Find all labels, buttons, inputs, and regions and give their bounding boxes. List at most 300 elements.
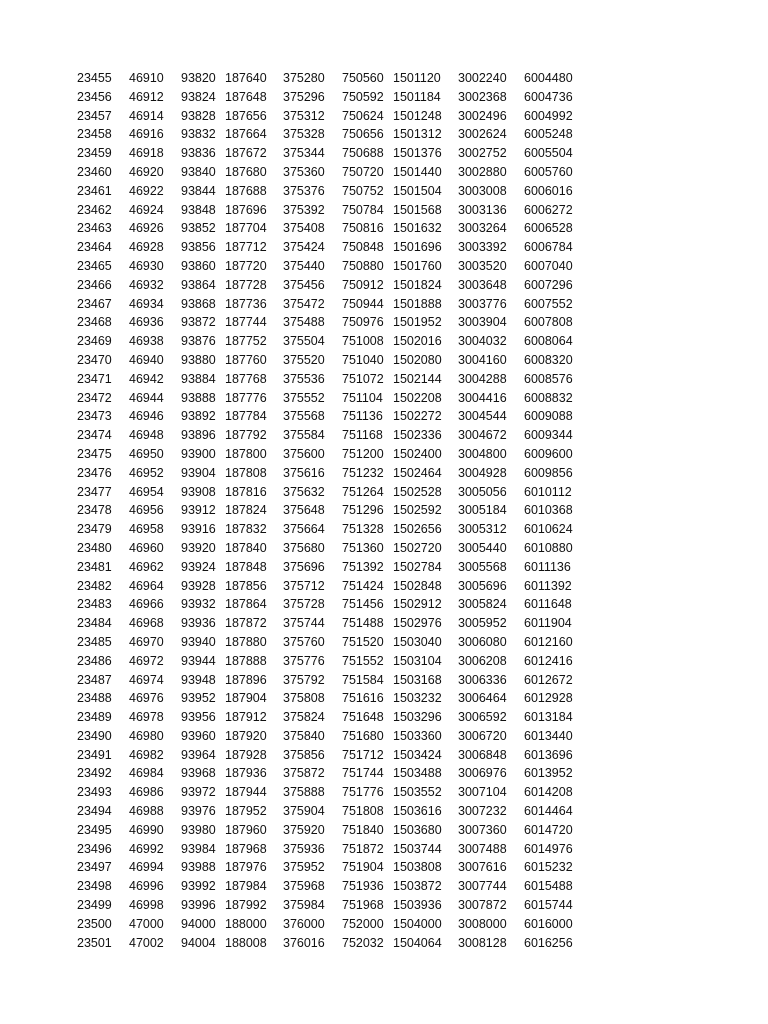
table-cell[interactable]: 6007552 <box>524 296 573 311</box>
table-cell[interactable]: 46938 <box>129 334 164 349</box>
table-cell[interactable]: 3003136 <box>458 202 507 217</box>
table-cell[interactable]: 46988 <box>129 804 164 819</box>
table-cell[interactable]: 187800 <box>225 446 267 461</box>
table-cell[interactable]: 6010368 <box>524 503 573 518</box>
table-cell[interactable]: 93980 <box>181 822 216 837</box>
table-cell[interactable]: 47002 <box>129 935 164 950</box>
table-cell[interactable]: 23455 <box>77 71 112 85</box>
table-cell[interactable]: 93996 <box>181 898 216 913</box>
table-cell[interactable]: 1502336 <box>393 428 442 443</box>
table-cell[interactable]: 23475 <box>77 446 112 461</box>
table-cell[interactable]: 1501120 <box>393 71 441 85</box>
table-cell[interactable]: 3005696 <box>458 578 507 593</box>
table-cell[interactable]: 1502400 <box>393 446 442 461</box>
table-cell[interactable]: 23465 <box>77 258 112 273</box>
table-cell[interactable]: 46996 <box>129 879 164 894</box>
table-cell[interactable]: 46936 <box>129 315 164 330</box>
table-cell[interactable]: 1502976 <box>393 616 442 631</box>
table-cell[interactable]: 23500 <box>77 916 112 931</box>
table-cell[interactable]: 1503232 <box>393 691 442 706</box>
table-cell[interactable]: 6014976 <box>524 841 573 856</box>
table-cell[interactable]: 46952 <box>129 465 164 480</box>
table-cell[interactable]: 6013952 <box>524 766 573 781</box>
table-cell[interactable]: 46958 <box>129 522 164 537</box>
table-cell[interactable]: 23490 <box>77 728 112 743</box>
table-cell[interactable]: 6012928 <box>524 691 573 706</box>
table-cell[interactable]: 6009344 <box>524 428 573 443</box>
table-cell[interactable]: 3006848 <box>458 747 507 762</box>
table-cell[interactable]: 93916 <box>181 522 216 537</box>
table-cell[interactable]: 375296 <box>283 89 325 104</box>
table-cell[interactable]: 375760 <box>283 634 325 649</box>
table-cell[interactable]: 1503168 <box>393 672 442 687</box>
table-cell[interactable]: 751520 <box>342 634 384 649</box>
table-cell[interactable]: 93904 <box>181 465 216 480</box>
table-cell[interactable]: 375888 <box>283 785 325 800</box>
table-cell[interactable]: 1501184 <box>393 89 441 104</box>
table-cell[interactable]: 187672 <box>225 146 267 161</box>
table-cell[interactable]: 23474 <box>77 428 112 443</box>
table-cell[interactable]: 375952 <box>283 860 325 875</box>
table-cell[interactable]: 1502144 <box>393 371 442 386</box>
table-cell[interactable]: 187960 <box>225 822 267 837</box>
table-cell[interactable]: 93824 <box>181 89 216 104</box>
table-cell[interactable]: 3006208 <box>458 653 507 668</box>
table-cell[interactable]: 750976 <box>342 315 384 330</box>
table-cell[interactable]: 3003776 <box>458 296 507 311</box>
table-cell[interactable]: 1504064 <box>393 935 442 950</box>
table-cell[interactable]: 93984 <box>181 841 216 856</box>
table-cell[interactable]: 187816 <box>225 484 267 499</box>
table-cell[interactable]: 751904 <box>342 860 384 875</box>
table-cell[interactable]: 46930 <box>129 258 164 273</box>
table-cell[interactable]: 46986 <box>129 785 164 800</box>
table-cell[interactable]: 3007872 <box>458 898 507 913</box>
table-cell[interactable]: 187976 <box>225 860 267 875</box>
table-cell[interactable]: 23487 <box>77 672 112 687</box>
table-cell[interactable]: 751008 <box>342 334 384 349</box>
table-cell[interactable]: 188008 <box>225 935 267 950</box>
table-cell[interactable]: 46998 <box>129 898 164 913</box>
table-cell[interactable]: 3005312 <box>458 522 507 537</box>
table-cell[interactable]: 6015488 <box>524 879 573 894</box>
table-cell[interactable]: 3002240 <box>458 71 507 85</box>
table-cell[interactable]: 3006592 <box>458 710 507 725</box>
table-cell[interactable]: 46924 <box>129 202 164 217</box>
table-cell[interactable]: 1501504 <box>393 183 442 198</box>
table-cell[interactable]: 375456 <box>283 277 325 292</box>
table-cell[interactable]: 93828 <box>181 108 216 123</box>
table-cell[interactable]: 751360 <box>342 540 384 555</box>
table-cell[interactable]: 3004800 <box>458 446 507 461</box>
table-cell[interactable]: 3007232 <box>458 804 507 819</box>
table-cell[interactable]: 187928 <box>225 747 267 762</box>
table-cell[interactable]: 375360 <box>283 164 325 179</box>
table-cell[interactable]: 46934 <box>129 296 164 311</box>
table-cell[interactable]: 750720 <box>342 164 384 179</box>
table-cell[interactable]: 375616 <box>283 465 325 480</box>
table-cell[interactable]: 375648 <box>283 503 325 518</box>
table-cell[interactable]: 750912 <box>342 277 384 292</box>
table-cell[interactable]: 750944 <box>342 296 384 311</box>
table-cell[interactable]: 23491 <box>77 747 112 762</box>
table-cell[interactable]: 6013696 <box>524 747 573 762</box>
table-cell[interactable]: 3006464 <box>458 691 507 706</box>
table-cell[interactable]: 23473 <box>77 409 112 424</box>
table-cell[interactable]: 187648 <box>225 89 267 104</box>
table-cell[interactable]: 187856 <box>225 578 267 593</box>
table-cell[interactable]: 375872 <box>283 766 325 781</box>
table-cell[interactable]: 751264 <box>342 484 384 499</box>
table-cell[interactable]: 23496 <box>77 841 112 856</box>
table-cell[interactable]: 46940 <box>129 352 164 367</box>
table-cell[interactable]: 23467 <box>77 296 112 311</box>
table-cell[interactable]: 3007360 <box>458 822 507 837</box>
table-cell[interactable]: 751200 <box>342 446 384 461</box>
table-cell[interactable]: 46914 <box>129 108 164 123</box>
table-cell[interactable]: 6012160 <box>524 634 573 649</box>
table-cell[interactable]: 1502464 <box>393 465 442 480</box>
table-cell[interactable]: 1503552 <box>393 785 442 800</box>
table-cell[interactable]: 187896 <box>225 672 267 687</box>
table-cell[interactable]: 375472 <box>283 296 325 311</box>
table-cell[interactable]: 6008576 <box>524 371 573 386</box>
table-cell[interactable]: 187880 <box>225 634 267 649</box>
table-cell[interactable]: 375920 <box>283 822 325 837</box>
table-cell[interactable]: 23472 <box>77 390 112 405</box>
table-cell[interactable]: 751488 <box>342 616 384 631</box>
table-cell[interactable]: 187984 <box>225 879 267 894</box>
table-cell[interactable]: 1501568 <box>393 202 442 217</box>
table-cell[interactable]: 751648 <box>342 710 384 725</box>
table-cell[interactable]: 375312 <box>283 108 325 123</box>
table-cell[interactable]: 187664 <box>225 127 267 142</box>
table-cell[interactable]: 23471 <box>77 371 112 386</box>
table-cell[interactable]: 3002880 <box>458 164 507 179</box>
table-cell[interactable]: 375424 <box>283 240 325 255</box>
table-cell[interactable]: 187680 <box>225 164 267 179</box>
table-cell[interactable]: 375792 <box>283 672 325 687</box>
table-cell[interactable]: 375680 <box>283 540 325 555</box>
table-cell[interactable]: 187808 <box>225 465 267 480</box>
table-cell[interactable]: 46962 <box>129 559 164 574</box>
table-cell[interactable]: 23476 <box>77 465 112 480</box>
table-cell[interactable]: 3006336 <box>458 672 507 687</box>
table-cell[interactable]: 187992 <box>225 898 267 913</box>
table-cell[interactable]: 6004480 <box>524 71 573 85</box>
table-cell[interactable]: 187952 <box>225 804 267 819</box>
table-cell[interactable]: 23462 <box>77 202 112 217</box>
table-cell[interactable]: 46980 <box>129 728 164 743</box>
table-cell[interactable]: 375568 <box>283 409 325 424</box>
table-cell[interactable]: 6004736 <box>524 89 573 104</box>
table-cell[interactable]: 23479 <box>77 522 112 537</box>
table-cell[interactable]: 93840 <box>181 164 216 179</box>
table-cell[interactable]: 46984 <box>129 766 164 781</box>
table-cell[interactable]: 751424 <box>342 578 384 593</box>
table-cell[interactable]: 23461 <box>77 183 112 198</box>
table-cell[interactable]: 1503872 <box>393 879 442 894</box>
table-cell[interactable]: 23457 <box>77 108 112 123</box>
table-cell[interactable]: 376016 <box>283 935 325 950</box>
table-cell[interactable]: 375808 <box>283 691 325 706</box>
table-cell[interactable]: 46926 <box>129 221 164 236</box>
table-cell[interactable]: 750816 <box>342 221 384 236</box>
table-cell[interactable]: 3003648 <box>458 277 507 292</box>
table-cell[interactable]: 3007104 <box>458 785 507 800</box>
table-cell[interactable]: 751456 <box>342 597 384 612</box>
table-cell[interactable]: 3004672 <box>458 428 507 443</box>
table-cell[interactable]: 751552 <box>342 653 384 668</box>
table-cell[interactable]: 6005248 <box>524 127 573 142</box>
table-cell[interactable]: 375408 <box>283 221 325 236</box>
table-cell[interactable]: 375712 <box>283 578 325 593</box>
table-cell[interactable]: 3003904 <box>458 315 507 330</box>
table-cell[interactable]: 6014464 <box>524 804 573 819</box>
table-cell[interactable]: 94000 <box>181 916 216 931</box>
table-cell[interactable]: 750880 <box>342 258 384 273</box>
table-cell[interactable]: 187888 <box>225 653 267 668</box>
table-cell[interactable]: 1502528 <box>393 484 442 499</box>
table-cell[interactable]: 375632 <box>283 484 325 499</box>
table-cell[interactable]: 6013440 <box>524 728 573 743</box>
table-cell[interactable]: 1502720 <box>393 540 442 555</box>
table-cell[interactable]: 6015232 <box>524 860 573 875</box>
table-cell[interactable]: 187752 <box>225 334 267 349</box>
table-cell[interactable]: 6008064 <box>524 334 573 349</box>
table-cell[interactable]: 751936 <box>342 879 384 894</box>
table-cell[interactable]: 23493 <box>77 785 112 800</box>
table-cell[interactable]: 187736 <box>225 296 267 311</box>
table-cell[interactable]: 46944 <box>129 390 164 405</box>
table-cell[interactable]: 751680 <box>342 728 384 743</box>
table-cell[interactable]: 46912 <box>129 89 164 104</box>
table-cell[interactable]: 751584 <box>342 672 384 687</box>
table-cell[interactable]: 23469 <box>77 334 112 349</box>
table-cell[interactable]: 187944 <box>225 785 267 800</box>
table-cell[interactable]: 3006080 <box>458 634 507 649</box>
table-cell[interactable]: 6006528 <box>524 221 573 236</box>
table-cell[interactable]: 1501888 <box>393 296 442 311</box>
table-cell[interactable]: 6013184 <box>524 710 573 725</box>
table-cell[interactable]: 46948 <box>129 428 164 443</box>
table-cell[interactable]: 3004032 <box>458 334 507 349</box>
table-cell[interactable]: 3003392 <box>458 240 507 255</box>
table-cell[interactable]: 375440 <box>283 258 325 273</box>
table-cell[interactable]: 93888 <box>181 390 216 405</box>
table-cell[interactable]: 1502656 <box>393 522 442 537</box>
table-cell[interactable]: 3005440 <box>458 540 507 555</box>
table-cell[interactable]: 751392 <box>342 559 384 574</box>
table-cell[interactable]: 750688 <box>342 146 384 161</box>
table-cell[interactable]: 93844 <box>181 183 216 198</box>
table-cell[interactable]: 46992 <box>129 841 164 856</box>
table-cell[interactable]: 23460 <box>77 164 112 179</box>
table-cell[interactable]: 23488 <box>77 691 112 706</box>
table-cell[interactable]: 46954 <box>129 484 164 499</box>
table-cell[interactable]: 187712 <box>225 240 267 255</box>
table-cell[interactable]: 23463 <box>77 221 112 236</box>
table-cell[interactable]: 1502208 <box>393 390 442 405</box>
table-cell[interactable]: 752032 <box>342 935 384 950</box>
table-cell[interactable]: 188000 <box>225 916 267 931</box>
table-cell[interactable]: 751712 <box>342 747 384 762</box>
table-cell[interactable]: 6004992 <box>524 108 573 123</box>
table-cell[interactable]: 187704 <box>225 221 267 236</box>
table-cell[interactable]: 3008000 <box>458 916 507 931</box>
table-cell[interactable]: 93932 <box>181 597 216 612</box>
table-cell[interactable]: 46968 <box>129 616 164 631</box>
table-cell[interactable]: 93952 <box>181 691 216 706</box>
table-cell[interactable]: 375728 <box>283 597 325 612</box>
table-cell[interactable]: 1501312 <box>393 127 442 142</box>
table-cell[interactable]: 93944 <box>181 653 216 668</box>
table-cell[interactable]: 751840 <box>342 822 384 837</box>
table-cell[interactable]: 1501248 <box>393 108 442 123</box>
table-cell[interactable]: 375984 <box>283 898 325 913</box>
table-cell[interactable]: 93960 <box>181 728 216 743</box>
table-cell[interactable]: 46970 <box>129 634 164 649</box>
table-cell[interactable]: 23478 <box>77 503 112 518</box>
table-cell[interactable]: 187784 <box>225 409 267 424</box>
table-cell[interactable]: 751968 <box>342 898 384 913</box>
table-cell[interactable]: 6007296 <box>524 277 573 292</box>
table-cell[interactable]: 3007616 <box>458 860 507 875</box>
table-cell[interactable]: 46916 <box>129 127 164 142</box>
table-cell[interactable]: 47000 <box>129 916 164 931</box>
table-cell[interactable]: 93912 <box>181 503 216 518</box>
table-cell[interactable]: 375600 <box>283 446 325 461</box>
table-cell[interactable]: 375776 <box>283 653 325 668</box>
table-cell[interactable]: 751328 <box>342 522 384 537</box>
table-cell[interactable]: 6010112 <box>524 484 572 499</box>
table-cell[interactable]: 375664 <box>283 522 325 537</box>
table-cell[interactable]: 6016000 <box>524 916 573 931</box>
table-cell[interactable]: 23499 <box>77 898 112 913</box>
table-cell[interactable]: 750784 <box>342 202 384 217</box>
table-cell[interactable]: 1503040 <box>393 634 442 649</box>
table-cell[interactable]: 93972 <box>181 785 216 800</box>
table-cell[interactable]: 751808 <box>342 804 384 819</box>
table-cell[interactable]: 1503488 <box>393 766 442 781</box>
table-cell[interactable]: 6012672 <box>524 672 573 687</box>
table-cell[interactable]: 93876 <box>181 334 216 349</box>
table-cell[interactable]: 751744 <box>342 766 384 781</box>
table-cell[interactable]: 187688 <box>225 183 267 198</box>
table-cell[interactable]: 6005760 <box>524 164 573 179</box>
table-cell[interactable]: 187848 <box>225 559 267 574</box>
table-cell[interactable]: 93920 <box>181 540 216 555</box>
table-cell[interactable]: 750592 <box>342 89 384 104</box>
table-cell[interactable]: 93884 <box>181 371 216 386</box>
table-cell[interactable]: 1502080 <box>393 352 442 367</box>
table-cell[interactable]: 1502016 <box>393 334 442 349</box>
table-cell[interactable]: 23494 <box>77 804 112 819</box>
table-cell[interactable]: 187824 <box>225 503 267 518</box>
table-cell[interactable]: 46964 <box>129 578 164 593</box>
table-cell[interactable]: 1503424 <box>393 747 442 762</box>
table-cell[interactable]: 375824 <box>283 710 325 725</box>
table-cell[interactable]: 3004544 <box>458 409 507 424</box>
table-cell[interactable]: 1501696 <box>393 240 442 255</box>
table-cell[interactable]: 46942 <box>129 371 164 386</box>
table-cell[interactable]: 6015744 <box>524 898 573 913</box>
table-cell[interactable]: 187936 <box>225 766 267 781</box>
table-cell[interactable]: 6006272 <box>524 202 573 217</box>
table-cell[interactable]: 23485 <box>77 634 112 649</box>
table-cell[interactable]: 23456 <box>77 89 112 104</box>
table-cell[interactable]: 1502784 <box>393 559 442 574</box>
table-cell[interactable]: 23497 <box>77 860 112 875</box>
table-cell[interactable]: 750624 <box>342 108 384 123</box>
table-cell[interactable]: 375936 <box>283 841 325 856</box>
table-cell[interactable]: 1501824 <box>393 277 442 292</box>
table-cell[interactable]: 46910 <box>129 71 164 85</box>
table-cell[interactable]: 3005952 <box>458 616 507 631</box>
table-cell[interactable]: 6006016 <box>524 183 573 198</box>
table-cell[interactable]: 6016256 <box>524 935 573 950</box>
table-cell[interactable]: 375584 <box>283 428 325 443</box>
table-cell[interactable]: 6011648 <box>524 597 572 612</box>
table-cell[interactable]: 1501440 <box>393 164 442 179</box>
table-cell[interactable]: 93940 <box>181 634 216 649</box>
table-cell[interactable]: 6006784 <box>524 240 573 255</box>
table-cell[interactable]: 46960 <box>129 540 164 555</box>
table-cell[interactable]: 3004928 <box>458 465 507 480</box>
table-cell[interactable]: 375328 <box>283 127 325 142</box>
table-cell[interactable]: 375488 <box>283 315 325 330</box>
table-cell[interactable]: 750752 <box>342 183 384 198</box>
table-cell[interactable]: 93880 <box>181 352 216 367</box>
table-cell[interactable]: 6005504 <box>524 146 573 161</box>
table-cell[interactable]: 46966 <box>129 597 164 612</box>
table-cell[interactable]: 751232 <box>342 465 384 480</box>
table-cell[interactable]: 93964 <box>181 747 216 762</box>
table-cell[interactable]: 23481 <box>77 559 112 574</box>
table-cell[interactable]: 3004416 <box>458 390 507 405</box>
table-cell[interactable]: 93908 <box>181 484 216 499</box>
table-cell[interactable]: 6009088 <box>524 409 573 424</box>
table-cell[interactable]: 46978 <box>129 710 164 725</box>
table-cell[interactable]: 751872 <box>342 841 384 856</box>
table-cell[interactable]: 187720 <box>225 258 267 273</box>
table-cell[interactable]: 752000 <box>342 916 384 931</box>
table-cell[interactable]: 187904 <box>225 691 267 706</box>
table-cell[interactable]: 1501632 <box>393 221 442 236</box>
table-cell[interactable]: 751616 <box>342 691 384 706</box>
table-cell[interactable]: 46974 <box>129 672 164 687</box>
table-cell[interactable]: 376000 <box>283 916 325 931</box>
table-cell[interactable]: 751040 <box>342 352 384 367</box>
table-cell[interactable]: 93848 <box>181 202 216 217</box>
table-cell[interactable]: 375504 <box>283 334 325 349</box>
table-cell[interactable]: 1501760 <box>393 258 442 273</box>
table-cell[interactable]: 23482 <box>77 578 112 593</box>
table-cell[interactable]: 93872 <box>181 315 216 330</box>
table-cell[interactable]: 23466 <box>77 277 112 292</box>
table-cell[interactable]: 3003008 <box>458 183 507 198</box>
table-cell[interactable]: 6007040 <box>524 258 573 273</box>
table-cell[interactable]: 23498 <box>77 879 112 894</box>
table-cell[interactable]: 93892 <box>181 409 216 424</box>
table-cell[interactable]: 3006976 <box>458 766 507 781</box>
table-cell[interactable]: 3005056 <box>458 484 507 499</box>
table-cell[interactable]: 1502272 <box>393 409 442 424</box>
table-cell[interactable]: 1503936 <box>393 898 442 913</box>
table-cell[interactable]: 6010880 <box>524 540 573 555</box>
table-cell[interactable]: 375856 <box>283 747 325 762</box>
table-cell[interactable]: 375280 <box>283 71 325 85</box>
